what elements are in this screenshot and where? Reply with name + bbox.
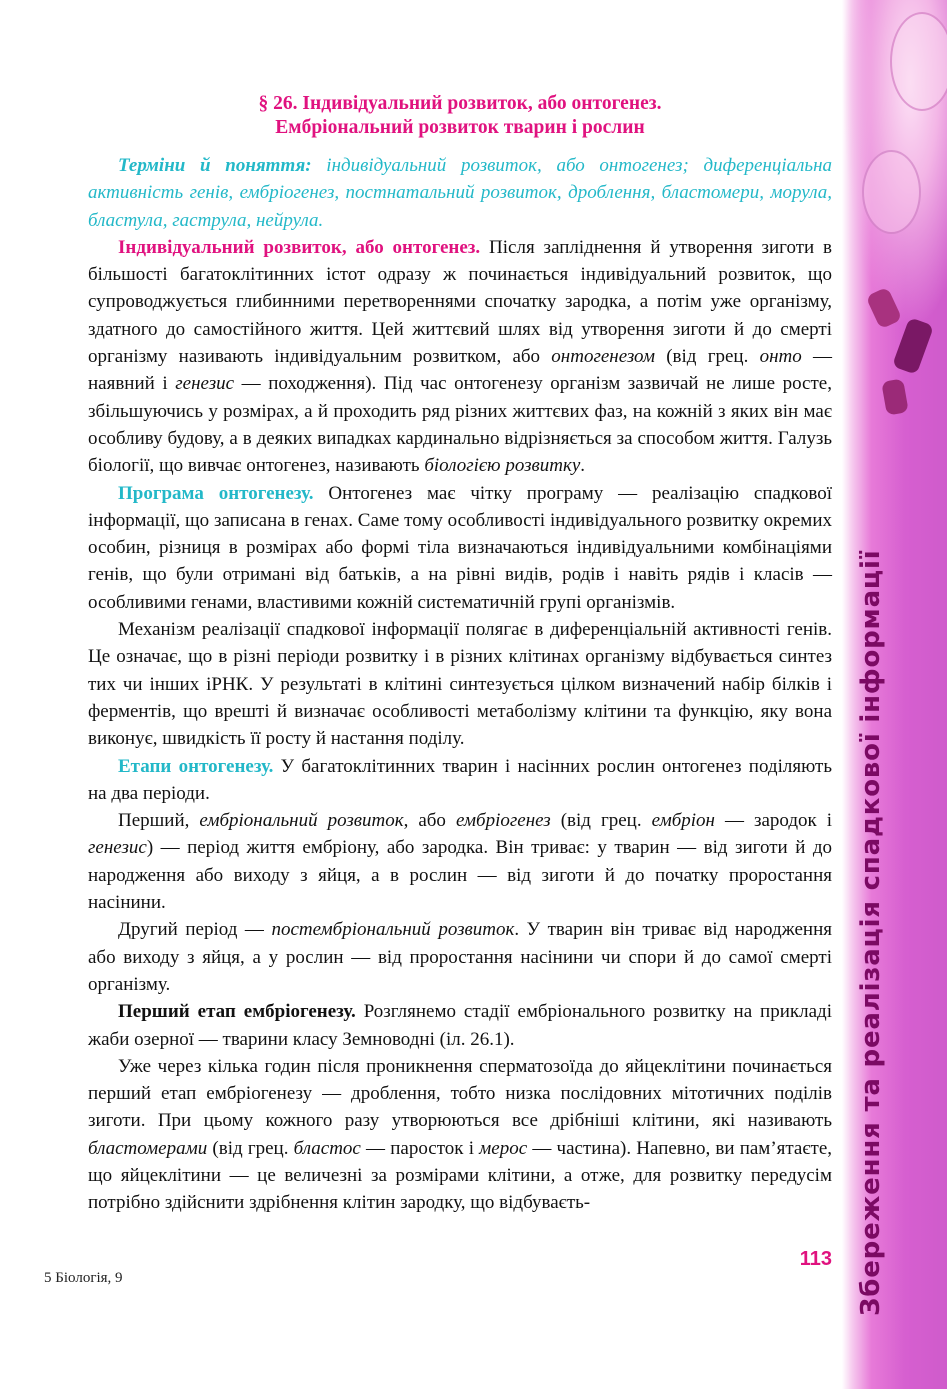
italic-term: онто [759,346,802,368]
italic-term: генезис [175,373,235,395]
chapter-side-title: Збереження та реалізація спадкової інформації [856,549,886,1316]
paragraph-ontogenesis [88,234,832,480]
italic-term: мерос [479,1137,528,1159]
text-run: Перший, [118,810,200,832]
text-run: — походження). Під час онтогенезу організм зазвичай не лише росте, збільшуючись у розмірах, а й проходить ряд різних життєвих фаз, на кожній з яких він має особливу будову, а в деяких випадках кардинально відрізняється за способом життя. Галузь біології, що вивчає онтогенез, називають [88,373,832,477]
paragraph-lead: Програма онтогенезу. [118,482,314,504]
text-run: Онтогенез має чітку програму — реалізацію спадкової інформації, що записана в генах. Саме тому особливості індивідуального розвитку окремих особин, різниця в розмірах або формі тіла визначаються індивідуальними комбінаціями генів, що були отримані від батьків, а на рівні видів, родів і навіть рядів і класів — особливими генами, властивими кожній систематичній групі організмів. [88,482,832,613]
main-text [88,152,832,1217]
text-run: У багатоклітинних тварин і насінних рослин онтогенез поділяють на два періоди. [88,755,833,804]
text-run: Після запліднення й утворення зиготи в більшості багатоклітинних істот одразу ж починається індивідуальний розвиток, що супроводжується глибинними перетвореннями спочатку зародка, а потім уже організму, здатного до самостійного життя. Цей життєвий шлях від утворення зиготи й до смерті організму називають індивідуальним розвитком, або [88,236,832,368]
italic-term: бластос [293,1137,361,1159]
paragraph-first-stage [88,998,832,1053]
text-run: (від грец. [654,346,760,368]
heading-line-2: Ембріональний розвиток тварин і рослин [275,117,645,138]
italic-term: біологією розвитку [424,455,581,477]
text-run: Уже через кілька годин після проникнення сперматозоїда до яйцеклітини починається перший етап ембріогенезу — дроблення, тобто низка послідовних мітотичних поділів зиготи. При цьому кожного разу утворюються все дрібніші клітини, які називають [88,1055,832,1132]
paragraph-second-period [88,916,832,998]
text-run: . У тварин він триває від народження або виходу з яйця, а у рослин — від проростання насінини чи спори й до самої смерті організму. [88,919,832,995]
paragraph-mechanism [88,616,832,752]
terms-label: Терміни й поняття: [118,155,312,176]
italic-term: ембріогенез [455,810,551,832]
paragraph-program [88,480,832,616]
page-number: 113 [799,1248,832,1270]
section-heading [88,92,832,140]
text-run: , або [403,810,456,832]
paragraph-stages [88,753,832,808]
text-run: — частина). Напевно, ви пам’ятаєте, що яйцеклітини — це величезні за розмірами клітини, а отже, для розвитку передусім потрібно здійснити здрібнення клітин зародку, що відбуваєть- [88,1137,833,1214]
text-run: Механізм реалізації спадкової інформації полягає в диференціальній активності генів. Це означає, що в різні періоди розвитку і в різних клітинах організму відбувається синтез тих чи інших іРНК. У результаті в клітині синтезується цілком визначений набір білків і ферментів, що врешті й визначає особливості метаболізму клітини та функцію, яку вона виконує, швидкість її росту й настання поділу. [88,619,832,750]
text-run: — зародок і [714,810,833,832]
italic-term: постембріональний розвиток [271,919,515,941]
paragraph-lead: Індивідуальний розвиток, або онтогенез. [118,236,481,258]
italic-term: ембріон [651,810,715,832]
terms-paragraph [88,152,832,234]
paragraph-lead: Етапи онтогенезу. [118,755,274,777]
italic-term: онтогенезом [551,346,655,368]
heading-line-1: § 26. Індивідуальний розвиток, або онтогенез. [258,93,662,114]
paragraph-first-period [88,807,832,916]
text-run: Розглянемо стадії ембріонального розвитку на прикладі жаби озерної — тварини класу Земноводні (іл. 26.1). [88,1001,832,1050]
italic-term: ембріональний розвиток [199,810,404,832]
paragraph-lead: Перший етап ембріогенезу. [118,1001,356,1023]
text-run: ) — період життя ембріону, або зародка. Він триває: у тварин — від зиготи й до народження або виходу з яйця, а в рослин — від зиготи й до початку проростання насінини. [88,837,832,914]
text-run: (від грец. [207,1137,294,1159]
footer-signature: 5 Біологія, 9 [44,1270,123,1286]
paragraph-cleavage [88,1053,832,1217]
text-run: Другий період — [118,919,272,941]
text-run: (від грец. [550,810,652,832]
text-run: — паросток і [360,1137,480,1159]
italic-term: бластомерами [88,1137,208,1159]
text-run: — наявний і [88,346,833,395]
text-run: . [580,455,586,477]
italic-term: генезис [88,837,147,859]
terms-text: індивідуальний розвиток, або онтогенез; диференціальна активність генів, ембріогенез, постнатальний розвиток, дроблення, бластомери, морула, бластула, гаструла, нейрула. [88,155,833,231]
